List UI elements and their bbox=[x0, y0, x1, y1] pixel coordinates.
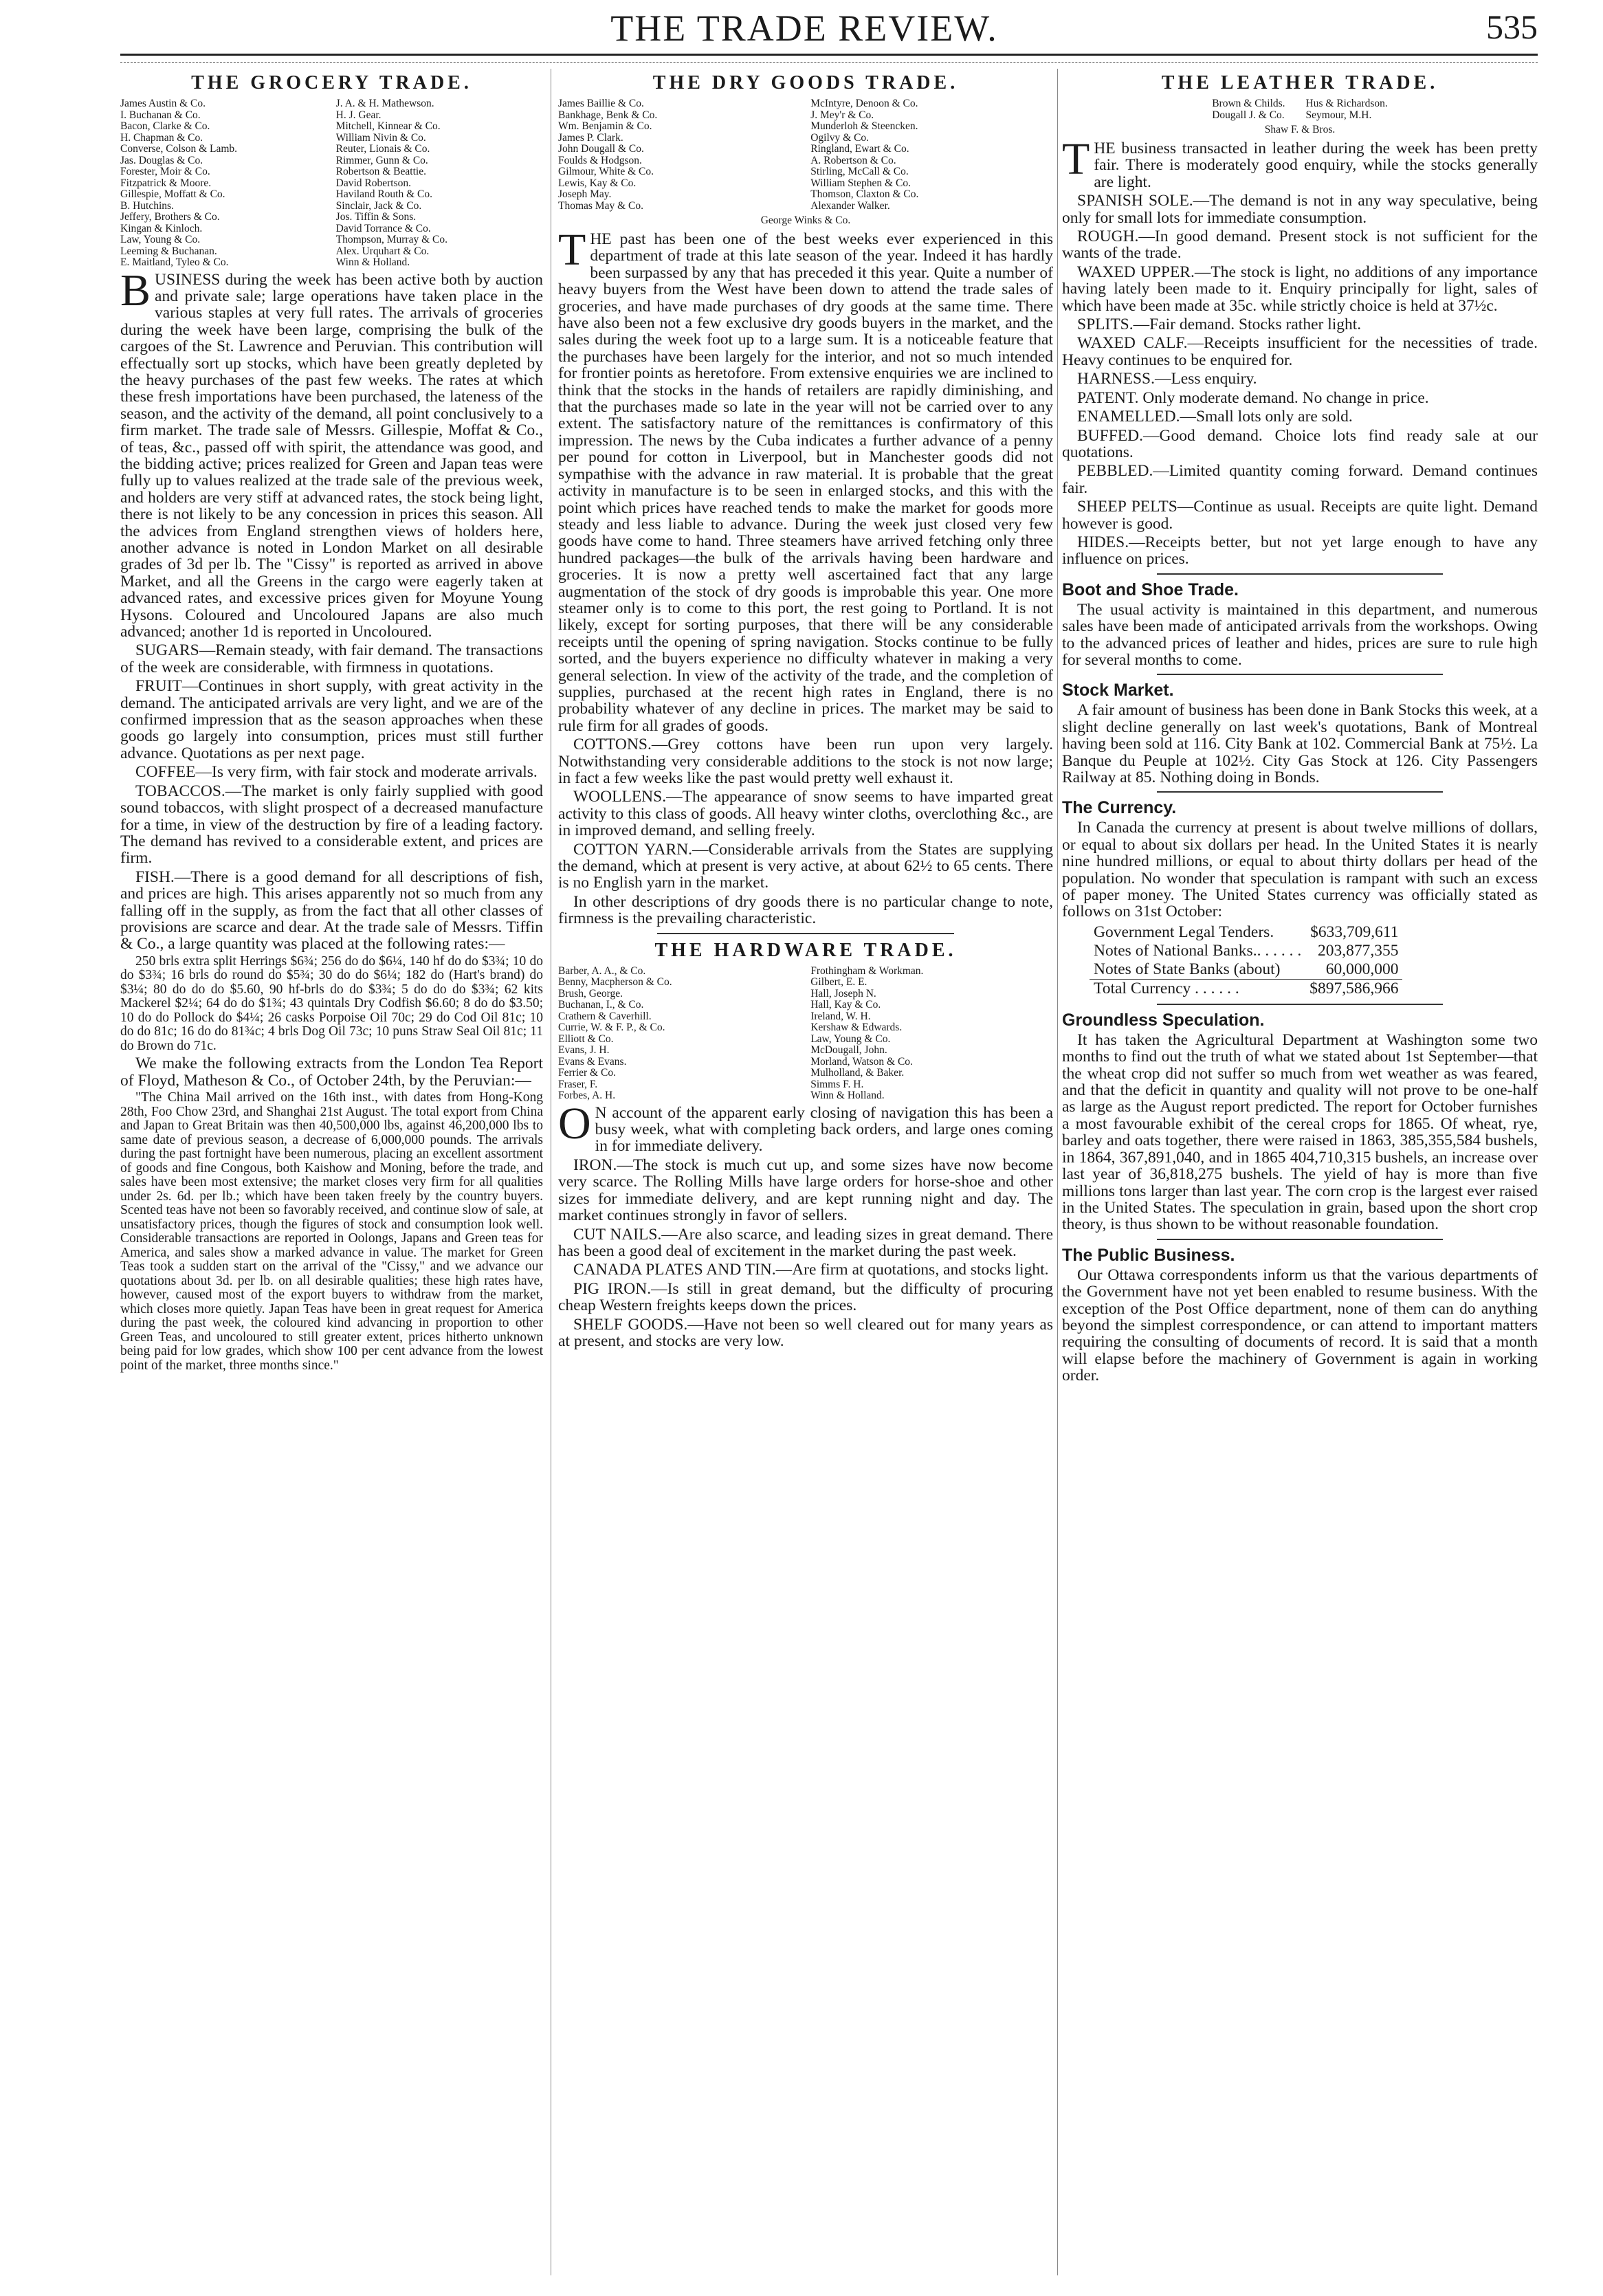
currency-table bbox=[1090, 923, 1402, 998]
firm-name: James P. Clark. bbox=[558, 132, 623, 144]
public-business-heading: The Public Business. bbox=[1062, 1245, 1235, 1265]
firm-name: Lewis, Kay & Co. bbox=[558, 177, 637, 189]
firm-name: Forbes, A. H. bbox=[558, 1090, 616, 1102]
dry-goods-firms bbox=[558, 98, 1053, 212]
column-divider bbox=[1057, 69, 1058, 2275]
grocery-heading: THE GROCERY TRADE. bbox=[191, 72, 472, 93]
dry-goods-woollens: WOOLLENS.—The appearance of snow seems to have imparted great activity to this class of goods. All heavy winter cloths, overclothing &c., are in improved demand, and selling freely. bbox=[558, 788, 1053, 840]
header-rule-dashed bbox=[120, 62, 1538, 63]
dry-goods-footer-firm: George Winks & Co. bbox=[760, 214, 851, 226]
firm-name: Thomson, Claxton & Co. bbox=[810, 189, 919, 200]
leather-footer-firm: Shaw F. & Bros. bbox=[1264, 124, 1336, 135]
firm-name: Buchanan, I., & Co. bbox=[558, 1000, 644, 1011]
firm-name: A. Robertson & Co. bbox=[810, 155, 896, 166]
firm-name: Foulds & Hodgson. bbox=[558, 155, 642, 166]
firm-name: John Dougall & Co. bbox=[558, 144, 644, 155]
stock-market-body: A fair amount of business has been done in Bank Stocks this week, at a slight decline generally on last week's quotations, Bank of Montreal having been sold at 116. City Bank at 102. Commercial Bank at 75½. La Banque du Peuple at 102½. City Gas Stock at 126. City Passengers Railway at 85. Nothing doing in Bonds. bbox=[1062, 701, 1538, 786]
firm-name: Gilmour, White & Co. bbox=[558, 166, 654, 177]
firm-name: Thomas May & Co. bbox=[558, 200, 643, 212]
firm-name: Ogilvy & Co. bbox=[810, 132, 870, 144]
groundless-heading: Groundless Speculation. bbox=[1062, 1010, 1265, 1030]
firm-name: Evans & Evans. bbox=[558, 1056, 627, 1068]
leather-waxed-upper: WAXED UPPER.—The stock is light, no additions of any importance having lately been made to it. Enquiry principally for light, sales of which have been made at 35c. while strictly choice is held at 37½c. bbox=[1062, 263, 1538, 315]
firm-list-left bbox=[120, 98, 327, 269]
currency-row-value: 203,877,355 bbox=[1317, 941, 1399, 960]
firm-name: Fraser, F. bbox=[558, 1079, 598, 1090]
firm-name: Frothingham & Workman. bbox=[810, 965, 924, 977]
firm-name: Haviland Routh & Co. bbox=[335, 189, 433, 200]
firm-name: James Austin & Co. bbox=[120, 98, 206, 109]
firm-name: Currie, W. & F. P., & Co. bbox=[558, 1022, 665, 1034]
firm-name: Sinclair, Jack & Co. bbox=[335, 200, 422, 212]
firm-name: David Torrance & Co. bbox=[335, 223, 431, 234]
firm-name: Rimmer, Gunn & Co. bbox=[335, 155, 428, 166]
currency-total-label: Total Currency . . . . . . bbox=[1090, 979, 1305, 998]
firm-list-right bbox=[810, 966, 1053, 1102]
firm-name: Ferrier & Co. bbox=[558, 1068, 616, 1079]
hardware-canada-plates: CANADA PLATES AND TIN.—Are firm at quotations, and stocks light. bbox=[573, 1261, 1049, 1279]
section-rule bbox=[1157, 1239, 1442, 1240]
grocery-coffee: COFFEE—Is very firm, with fair stock and moderate arrivals. bbox=[135, 763, 538, 782]
section-rule bbox=[657, 933, 954, 934]
currency-row-value: 60,000,000 bbox=[1325, 960, 1399, 978]
firm-name: Law, Young & Co. bbox=[810, 1033, 891, 1045]
firm-name: J. A. & H. Mathewson. bbox=[335, 98, 434, 109]
firm-name: H. J. Gear. bbox=[335, 109, 382, 121]
grocery-extracts-intro: We make the following extracts from the London Tea Report of Floyd, Matheson & Co., of October 24th, by the Peruvian:— bbox=[120, 1055, 543, 1090]
dry-goods-cotton-yarn: COTTON YARN.—Considerable arrivals from the States are supplying the demand, which at present is very active, at about 62½ to 65 cents. There is no English yarn in the market. bbox=[558, 840, 1053, 892]
currency-row-label: Government Legal Tenders. bbox=[1094, 923, 1274, 941]
section-rule bbox=[1157, 1004, 1442, 1005]
firm-name: Seymour, M.H. bbox=[1305, 109, 1372, 121]
grocery-intro: BUSINESS during the week has been active both by auction and private sale; large operations have taken place in the various staples at very full rates. The arrivals of groceries during the week have been large, comprising the bulk of the cargoes of the St. Lawrence and Peruvian. This contribution will effectually sort up stocks, which have been greatly depleted by the heavy purchases of the past few weeks. The rates at which these fresh importations have been purchased, the lateness of the season, and the activity of the demand, all point conclusively to a firm market. The trade sale of Messrs. Gillespie, Moffat & Co., of teas, &c., passed off with spirit, the attendance was good, and the bidding active; prices realized for Green and Japan teas were fully up to values realized at the trade sale of the previous week, and holders are very stiff at advanced rates, the stock being light, there is not likely to be any concession in prices this season. All the advices from England strengthen views of holders here, another advance is noted in London Market on all desirable grades of 3d per lb. The "Cissy" is reported as arrived in above Market, and all the Greens in the cargo were eagerly taken at advanced rates, and excessive prices given for Moyune Young Hysons. Coloured and Uncoloured Japans are also much advanced; another 1d is reported in Uncoloured. bbox=[120, 265, 543, 641]
leather-enamelled: ENAMELLED.—Small lots only are sold. bbox=[1077, 408, 1353, 426]
leather-harness: HARNESS.—Less enquiry. bbox=[1077, 370, 1257, 388]
currency-body: In Canada the currency at present is about twelve millions of dollars, or equal to about six dollars per head. In the United States it is nearly nine hundred millions, or equal to about thirty dollars per head of the population. No wonder that speculation is rampant with such an excess of paper money. The United States currency was officially stated as follows on 31st October: bbox=[1062, 819, 1538, 921]
column-1 bbox=[120, 72, 543, 2275]
groundless-body: It has taken the Agricultural Department at Washington some two months to find out the truth of what we stated about 1st September—that the wheat crop did not suffer so much from wet weather as was feared, and that the deficit in quantity and quality will not prove to be one-half as large as the August report predicted. The report for October furnishes a most favourable exhibit of the cereal crops for 1865. Of wheat, rye, barley and oats together, there were raised in 1863, 385,355,584 bushels, in 1864, 367,891,040, and in 1865 404,710,315 bushels, an increase over last year of 36,818,275 bushels. The yield of hay is more than five millions tons larger than last year. The corn crop is the largest ever raised in the United States. The speculation in grain, based upon the short crop theory, is thus shown to be without reasonable foundation. bbox=[1062, 1030, 1538, 1234]
firm-name: I. Buchanan & Co. bbox=[120, 109, 201, 121]
grocery-fruit: FRUIT—Continues in short supply, with great activity in the demand. The anticipated arrivals are very light, and we are of the confirmed impression that as the season approaches when these goods go largely into consumption, prices must still further advance. Quotations as per next page. bbox=[120, 677, 543, 762]
leather-rough: ROUGH.—In good demand. Present stock is not sufficient for the wants of the trade. bbox=[1062, 228, 1538, 263]
drop-cap: T bbox=[558, 225, 586, 275]
dry-goods-cottons: COTTONS.—Grey cottons have been run upon very largely. Notwithstanding very considerable additions to the stock is not now large; in fact a few weeks like the past would pretty well exhaust it. bbox=[558, 736, 1053, 787]
firm-name: Gilbert, E. E. bbox=[810, 977, 867, 989]
section-rule bbox=[1157, 573, 1442, 575]
firm-name: Reuter, Lionais & Co. bbox=[335, 144, 430, 155]
firm-name: Ireland, W. H. bbox=[810, 1011, 871, 1022]
dry-goods-intro: THE past has been one of the best weeks ever experienced in this department of trade at this late season of the year. Indeed it has hardly been surpassed by any that has preceded it this year. Quite a number of heavy buyers from the West have been down to attend the trade sales of groceries, and have made purchases of dry goods at the same time. There have also been not a few exclusive dry goods buyers in the market, and the sales during the week foot up to a large sum. It is a noticeable feature that the purchases have been largely for the interior, and not so much intended for frontier points as heretofore. From extensive enquiries we are inclined to think that the stocks in the hands of retailers are rapidly diminishing, and that the purchases made so late in the year will not be carried over to any extent. The satisfactory nature of the remittances is confirmatory of this impression. The news by the Cuba indicates a further advance of a penny per pound for cotton in Liverpool, but in Manchester goods did not sympathise with the advance in raw material. It is probable that the great activity in manufacture is to be seen in enlarged stocks, and this with the point which prices have reached tends to make the market for goods more steady and less liable to advance. During the week just closed very few goods have come to hand. Three steamers have arrived fetching only three hundred packages—the bulk of the arrivals having been hardware and groceries. It is now a pretty well ascertained fact that any large augmentation of the stock of dry goods is improbable this year. One more steamer only is to come to this port, the rest going to Portland. It is not likely, except for sorting purposes, that there will be any considerable receipts until the opening of spring navigation. Stocks continue to be fully sorted, and the buyers experience no difficulty whatever in making a very general selection. In view of the activity of the trade, and the completion of supplies, purchased at the recent high rates in England, there is no probability whatever of any decline in prices. The market may be said to rule firm for all grades of goods. bbox=[558, 225, 1053, 735]
firm-name: Simms F. H. bbox=[810, 1079, 864, 1090]
currency-total-value: $897,586,966 bbox=[1305, 979, 1402, 998]
leather-pebbled: PEBBLED.—Limited quantity coming forward. Demand continues fair. bbox=[1062, 462, 1538, 497]
firm-name: Benny, Macpherson & Co. bbox=[558, 977, 672, 989]
stock-market-heading: Stock Market. bbox=[1062, 681, 1174, 700]
section-rule bbox=[1157, 674, 1442, 675]
firm-name: Alexander Walker. bbox=[810, 200, 890, 212]
grocery-fish: FISH.—There is a good demand for all descriptions of fish, and prices are high. This arises apparently not so much from any falling off in the supply, as from the fact that all other classes of provisions are scarce and dear. At the trade sale of Messrs. Tiffin & Co., a large quantity was placed at the following rates:— bbox=[120, 868, 543, 953]
firm-name: Fitzpatrick & Moore. bbox=[120, 177, 212, 189]
firm-name: Brush, George. bbox=[558, 988, 623, 1000]
firm-name: H. Chapman & Co. bbox=[120, 132, 203, 144]
firm-name: Converse, Colson & Lamb. bbox=[120, 144, 238, 155]
currency-row-label: Notes of National Banks.. . . . . . bbox=[1094, 941, 1302, 960]
firm-name: Jeffery, Brothers & Co. bbox=[120, 212, 220, 223]
grocery-fish-rates: 250 brls extra split Herrings $6¾; 256 do do $6¼, 140 hf do do $3¾; 10 do do $3¾; 16 brls do round do $5¾; 30 do do $6¼; 182 do (Hart's brand) do $3¼; 80 do do do $5.60, 90 hf-brls do do $3¾; 5 do do do $3¾; 62 kits Mackerel $2¼; 64 do do $1¾; 43 quintals Dry Codfish $6.60; 8 do do $3.50; 10 do do Pollock do $4¼; 26 casks Porpoise Oil 70c; 29 do Cod Oil 81c; 10 do do 81c; 16 do do 81¾c; 4 brls Dog Oil 73c; 10 puns Straw Seal Oil 81c; 11 do Brown do 71c. bbox=[120, 953, 543, 1053]
firm-name: Leeming & Buchanan. bbox=[120, 245, 217, 257]
firm-name: Bankhage, Benk & Co. bbox=[558, 109, 658, 121]
firm-name: J. Mey'r & Co. bbox=[810, 109, 874, 121]
leather-hides: HIDES.—Receipts better, but not yet large enough to have any influence on prices. bbox=[1062, 533, 1538, 569]
currency-row bbox=[1090, 960, 1402, 980]
firm-name: Evans, J. H. bbox=[558, 1045, 610, 1057]
firm-list-right bbox=[336, 98, 543, 269]
firm-name: Mitchell, Kinnear & Co. bbox=[335, 121, 441, 132]
firm-name: Alex. Urquhart & Co. bbox=[335, 245, 430, 257]
dry-goods-other: In other descriptions of dry goods there is no particular change to note, firmness is the prevailing characteristic. bbox=[558, 892, 1053, 928]
grocery-tea-extract: "The China Mail arrived on the 16th inst., with dates from Hong-Kong 28th, Foo Chow 23rd, and Shanghai 21st August. The total export from China and Japan to Great Britain was then 40,500,000 lbs, against 46,200,000 lbs to same date of previous season, a decrease of 6,000,000 pounds. The arrivals during the past fortnight have been numerous, placing an excellent assortment of goods and fine Congous, both Kaishow and Moning, before the trade, and sales have been most extensive; the market closes very firm for all qualities under 2s. 6d. per lb.; which have been taken freely by the country buyers. Scented teas have not been so favorably received, and continue slow of sale, at unsatisfactory prices, though the figures of stock and consumption look well. Considerable transactions are reported in Oolongs, Japans and Green teas for America, and sales show a marked advance in value. The market for Green Teas took a sudden start on the arrival of the "Cissy," and we advance our quotations about 3d. per lb. on all desirable qualities; these high rates have, however, caused most of the export buyers to withdraw from the market, which closes more quietly. Japan Teas have been in great request for America during the past week, the coloured kind advancing in proportion to other Green Teas, and uncoloured to still greater extent, prices hitherto unknown being paid for low grades, which show 100 per cent advance from the lowest point of the market, three months since." bbox=[120, 1090, 543, 1373]
firm-name: Robertson & Beattie. bbox=[335, 166, 426, 177]
hardware-shelf-goods: SHELF GOODS.—Have not been so well cleared out for many years as at present, and stocks are very low. bbox=[558, 1315, 1053, 1350]
firm-name: Thompson, Murray & Co. bbox=[335, 234, 447, 245]
firm-name: E. Maitland, Tyleo & Co. bbox=[120, 257, 229, 268]
firm-name: William Nivin & Co. bbox=[335, 132, 426, 144]
firm-name: Hall, Joseph N. bbox=[810, 988, 876, 1000]
dry-goods-heading: THE DRY GOODS TRADE. bbox=[652, 72, 959, 93]
firm-name: Mulholland, & Baker. bbox=[810, 1068, 905, 1079]
hardware-heading: THE HARDWARE TRADE. bbox=[654, 939, 957, 961]
header-rule bbox=[120, 54, 1538, 56]
firm-name: McDougall, John. bbox=[810, 1045, 887, 1057]
currency-row bbox=[1090, 923, 1402, 942]
running-head: THE TRADE REVIEW. bbox=[610, 8, 998, 49]
hardware-intro: O N account of the apparent early closing of navigation this has been a busy week, what with completing back orders, and large ones coming in for immediate delivery. bbox=[558, 1098, 1053, 1156]
currency-row-label: Notes of State Banks (about) bbox=[1094, 960, 1281, 978]
firm-name: Dougall J. & Co. bbox=[1212, 109, 1285, 121]
leather-heading: THE LEATHER TRADE. bbox=[1161, 72, 1439, 93]
firm-name: Stirling, McCall & Co. bbox=[810, 166, 909, 177]
drop-cap: O bbox=[558, 1098, 591, 1149]
firm-name: David Robertson. bbox=[335, 177, 412, 189]
hardware-cut-nails: CUT NAILS.—Are also scarce, and leading sizes in great demand. There has been a good deal of excitement in the market during the past week. bbox=[558, 1225, 1053, 1260]
firm-name: Winn & Holland. bbox=[335, 257, 410, 268]
firm-name: Brown & Childs. bbox=[1212, 98, 1285, 109]
grocery-firms bbox=[120, 98, 543, 269]
currency-row bbox=[1090, 942, 1402, 960]
currency-row-value: $633,709,611 bbox=[1310, 923, 1399, 941]
leather-buffed: BUFFED.—Good demand. Choice lots find ready sale at our quotations. bbox=[1062, 426, 1538, 461]
grocery-tobacco: TOBACCOS.—The market is only fairly supplied with good sound tobaccos, with slight prospect of a decreased manufacture for a time, in view of the destruction by fire of a leading factory. The demand has revived to a considerable extent, and prices are firm. bbox=[120, 782, 543, 868]
firm-list-right bbox=[1306, 98, 1388, 121]
firm-list-left bbox=[1212, 98, 1285, 121]
firm-name: B. Hutchins. bbox=[120, 200, 174, 212]
public-business-body: Our Ottawa correspondents inform us that the various departments of the Government have not yet been enabled to resume business. With the exception of the Post Office department, none of them can do anything beyond the simplest correspondence, or can attend to important matters requiring the consulting of documents of record. It is said that a month will elapse before the machinery of Government is again in working order. bbox=[1062, 1266, 1538, 1385]
firm-name: Kingan & Kinloch. bbox=[120, 223, 203, 234]
leather-firms bbox=[1062, 98, 1538, 121]
firm-name: Wm. Benjamin & Co. bbox=[558, 121, 652, 132]
firm-name: McIntyre, Denoon & Co. bbox=[810, 98, 918, 109]
firm-name: Ringland, Ewart & Co. bbox=[810, 144, 909, 155]
leather-waxed-calf: WAXED CALF.—Receipts insufficient for the necessities of trade. Heavy continues to be enquired for. bbox=[1062, 334, 1538, 369]
leather-sheep-pelts: SHEEP PELTS—Continue as usual. Receipts are quite light. Demand however is good. bbox=[1062, 498, 1538, 533]
firm-name: James Baillie & Co. bbox=[558, 98, 644, 109]
boot-shoe-body: The usual activity is maintained in this department, and numerous sales have been made of anticipated arrivals from the workshops. Owing to the advanced prices of leather and hides, prices are sure to rule high for several months to come. bbox=[1062, 600, 1538, 669]
leather-patent: PATENT. Only moderate demand. No change in price. bbox=[1077, 388, 1429, 407]
firm-list-left bbox=[558, 966, 801, 1102]
firm-name: Forester, Moir & Co. bbox=[120, 166, 210, 177]
firm-name: Law, Young & Co. bbox=[120, 234, 201, 245]
hardware-firms bbox=[558, 966, 1053, 1102]
column-3 bbox=[1062, 72, 1538, 2275]
firm-name: Bacon, Clarke & Co. bbox=[120, 121, 210, 132]
firm-name: Hus & Richardson. bbox=[1305, 98, 1388, 109]
firm-name: Hall, Kay & Co. bbox=[810, 1000, 881, 1011]
firm-name: Jas. Douglas & Co. bbox=[120, 155, 203, 166]
firm-name: Munderloh & Steencken. bbox=[810, 121, 918, 132]
firm-list-right bbox=[810, 98, 1053, 212]
drop-cap: B bbox=[120, 265, 151, 316]
firm-name: Joseph May. bbox=[558, 189, 612, 200]
firm-list-left bbox=[558, 98, 801, 212]
firm-name: Gillespie, Moffatt & Co. bbox=[120, 189, 225, 200]
hardware-pig-iron: PIG IRON.—Is still in great demand, but the difficulty of procuring cheap Western freights keeps down the prices. bbox=[558, 1279, 1053, 1315]
grocery-sugars: SUGARS—Remain steady, with fair demand. The transactions of the week are considerable, with firmness in quotations. bbox=[120, 641, 543, 676]
currency-total-row bbox=[1090, 979, 1402, 998]
firm-name: Elliott & Co. bbox=[558, 1033, 614, 1045]
firm-name: Jos. Tiffin & Sons. bbox=[335, 212, 417, 223]
firm-name: Barber, A. A., & Co. bbox=[558, 965, 646, 977]
firm-name: Winn & Holland. bbox=[810, 1090, 885, 1102]
section-rule bbox=[1157, 791, 1442, 793]
firm-name: Kershaw & Edwards. bbox=[810, 1022, 903, 1034]
page-number: 535 bbox=[1486, 8, 1538, 46]
boot-shoe-heading: Boot and Shoe Trade. bbox=[1062, 579, 1239, 599]
leather-spanish-sole: SPANISH SOLE.—The demand is not in any way speculative, being only for small lots for immediate consumption. bbox=[1062, 192, 1538, 227]
drop-cap: T bbox=[1062, 134, 1090, 184]
firm-name: William Stephen & Co. bbox=[810, 177, 911, 189]
column-2 bbox=[558, 72, 1053, 2275]
currency-heading: The Currency. bbox=[1062, 798, 1177, 818]
leather-intro: THE business transacted in leather during the week has been pretty fair. There is moderately good enquiry, while the stocks generally are light. bbox=[1062, 134, 1538, 191]
firm-name: Crathern & Caverhill. bbox=[558, 1011, 652, 1022]
leather-splits: SPLITS.—Fair demand. Stocks rather light. bbox=[1077, 316, 1362, 334]
hardware-iron: IRON.—The stock is much cut up, and some sizes have now become very scarce. The Rolling Mills have large orders for horse-shoe and other sizes for immediate delivery, and are kept running night and day. The market continues strongly in favor of sellers. bbox=[558, 1156, 1053, 1225]
firm-name: Morland, Watson & Co. bbox=[810, 1056, 913, 1068]
